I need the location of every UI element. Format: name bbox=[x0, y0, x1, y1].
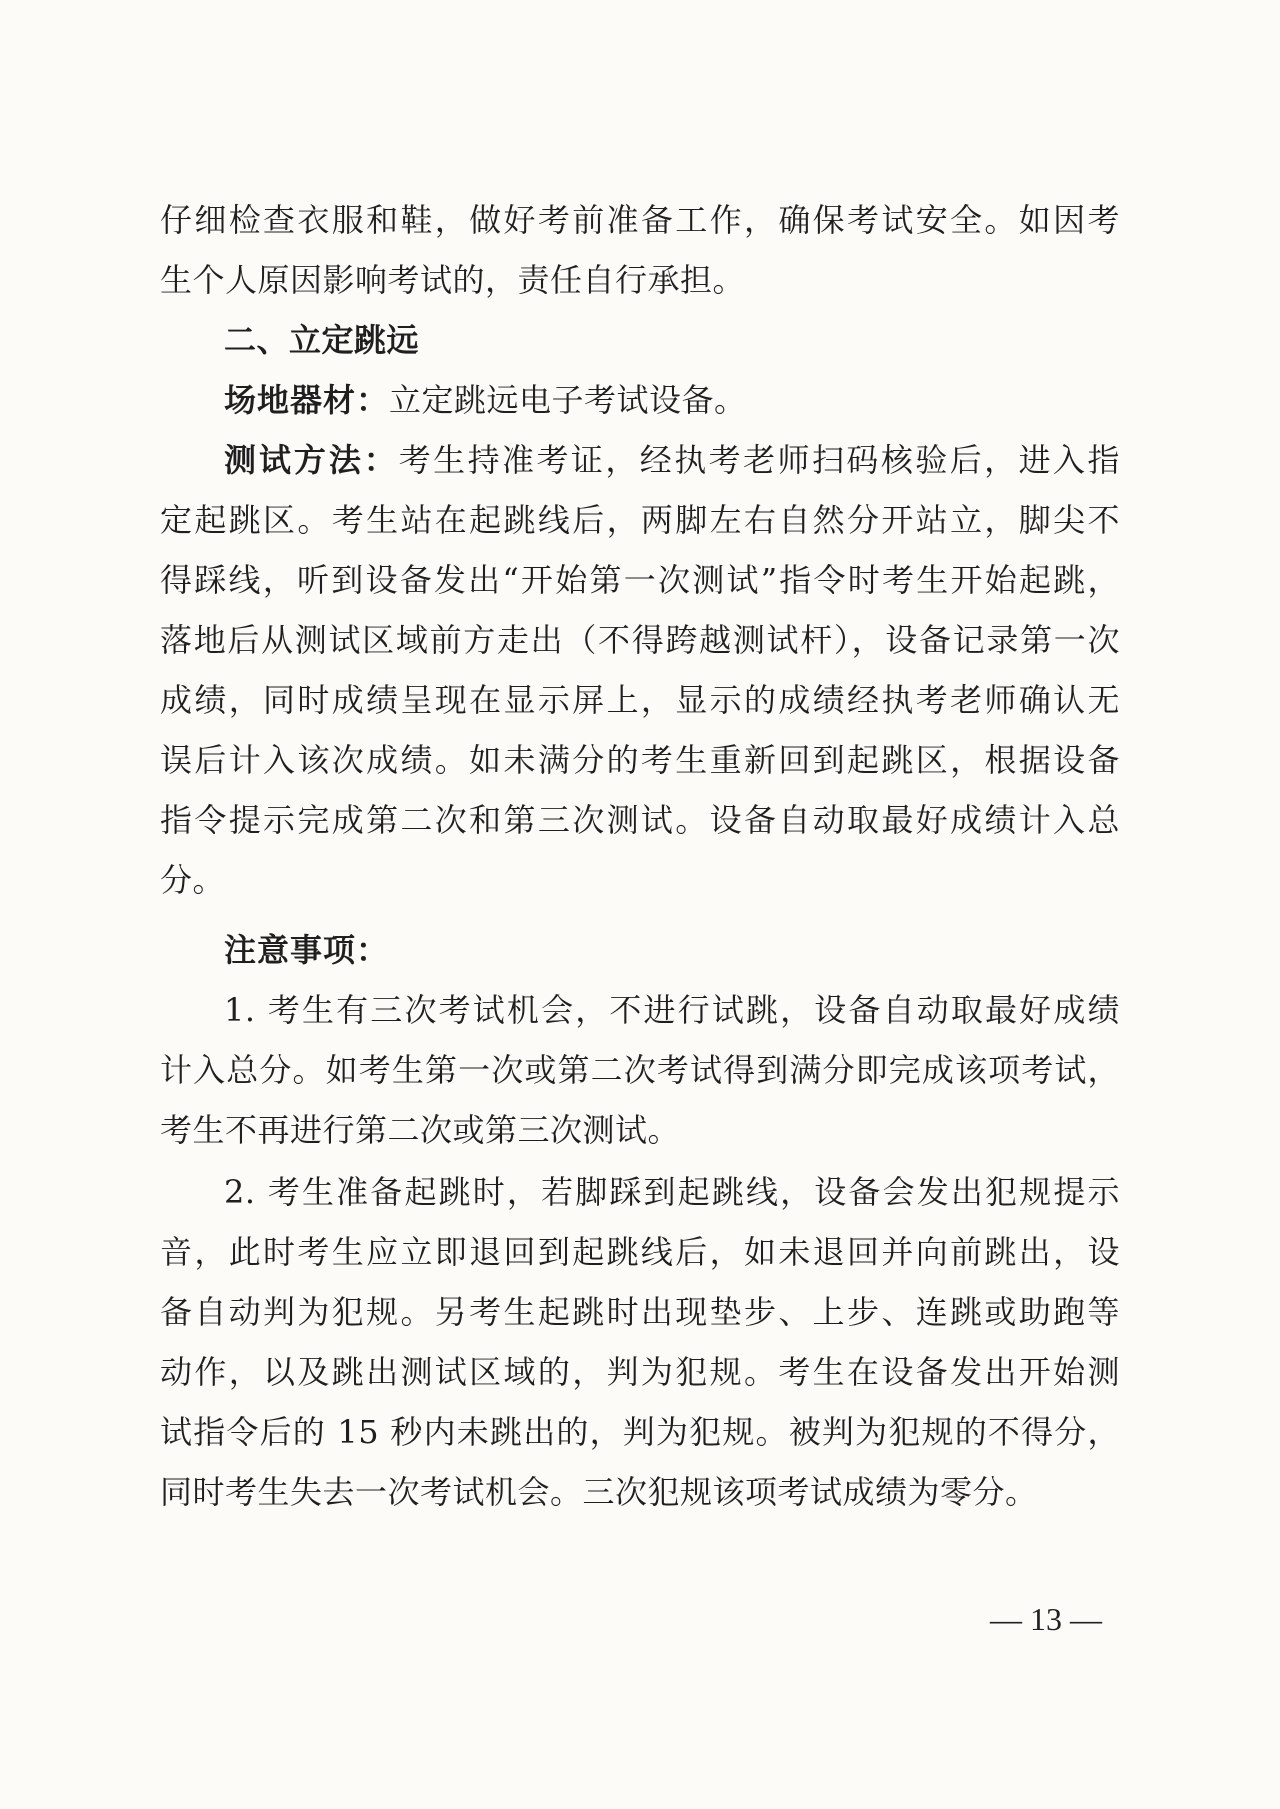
paragraph-line: 指令提示完成第二次和第三次测试。设备自动取最好成绩计入总 bbox=[160, 801, 1120, 839]
paragraph-line: 落地后从测试区域前方走出（不得跨越测试杆），设备记录第一次 bbox=[160, 621, 1120, 659]
note-item-2: 2. 考生准备起跳时，若脚踩到起跳线，设备会发出犯规提示 bbox=[224, 1173, 1120, 1211]
paragraph-line: 分。 bbox=[160, 861, 226, 899]
paragraph-line: 音，此时考生应立即退回到起跳线后，如未退回并向前跳出，设 bbox=[160, 1233, 1120, 1271]
note-item-1: 1. 考生有三次考试机会，不进行试跳，设备自动取最好成绩 bbox=[224, 991, 1120, 1029]
test-method-line bbox=[224, 438, 1120, 482]
notes-heading: 注意事项： bbox=[224, 931, 390, 969]
section-heading: 二、立定跳远 bbox=[224, 321, 420, 359]
page-number: — 13 — bbox=[990, 1601, 1102, 1637]
paragraph-line: 同时考生失去一次考试机会。三次犯规该项考试成绩为零分。 bbox=[160, 1473, 1038, 1511]
paragraph-line: 考生不再进行第二次或第三次测试。 bbox=[160, 1111, 681, 1149]
paragraph-line: 得踩线，听到设备发出“开始第一次测试”指令时考生开始起跳， bbox=[160, 561, 1120, 599]
test-method-label: 测试方法： bbox=[224, 441, 399, 479]
venue-equipment-text: 立定跳远电子考试设备。 bbox=[389, 381, 747, 419]
paragraph-line: 试指令后的 15 秒内未跳出的，判为犯规。被判为犯规的不得分， bbox=[160, 1413, 1120, 1451]
test-method-text: 考生持准考证，经执考老师扫码核验后，进入指 bbox=[398, 441, 1120, 479]
paragraph-line: 备自动判为犯规。另考生起跳时出现垫步、上步、连跳或助跑等 bbox=[160, 1293, 1120, 1331]
paragraph-line: 定起跳区。考生站在起跳线后，两脚左右自然分开站立，脚尖不 bbox=[160, 501, 1120, 539]
paragraph-line: 仔细检查衣服和鞋，做好考前准备工作，确保考试安全。如因考 bbox=[160, 201, 1120, 239]
paragraph-line: 误后计入该次成绩。如未满分的考生重新回到起跳区，根据设备 bbox=[160, 741, 1120, 779]
venue-equipment-label: 场地器材： bbox=[224, 381, 390, 419]
venue-equipment-line bbox=[224, 378, 1184, 422]
paragraph-line: 计入总分。如考生第一次或第二次考试得到满分即完成该项考试， bbox=[160, 1051, 1120, 1089]
paragraph-line: 动作，以及跳出测试区域的，判为犯规。考生在设备发出开始测 bbox=[160, 1353, 1120, 1391]
paragraph-line: 成绩，同时成绩呈现在显示屏上，显示的成绩经执考老师确认无 bbox=[160, 681, 1120, 719]
paragraph-line: 生个人原因影响考试的，责任自行承担。 bbox=[160, 261, 746, 299]
